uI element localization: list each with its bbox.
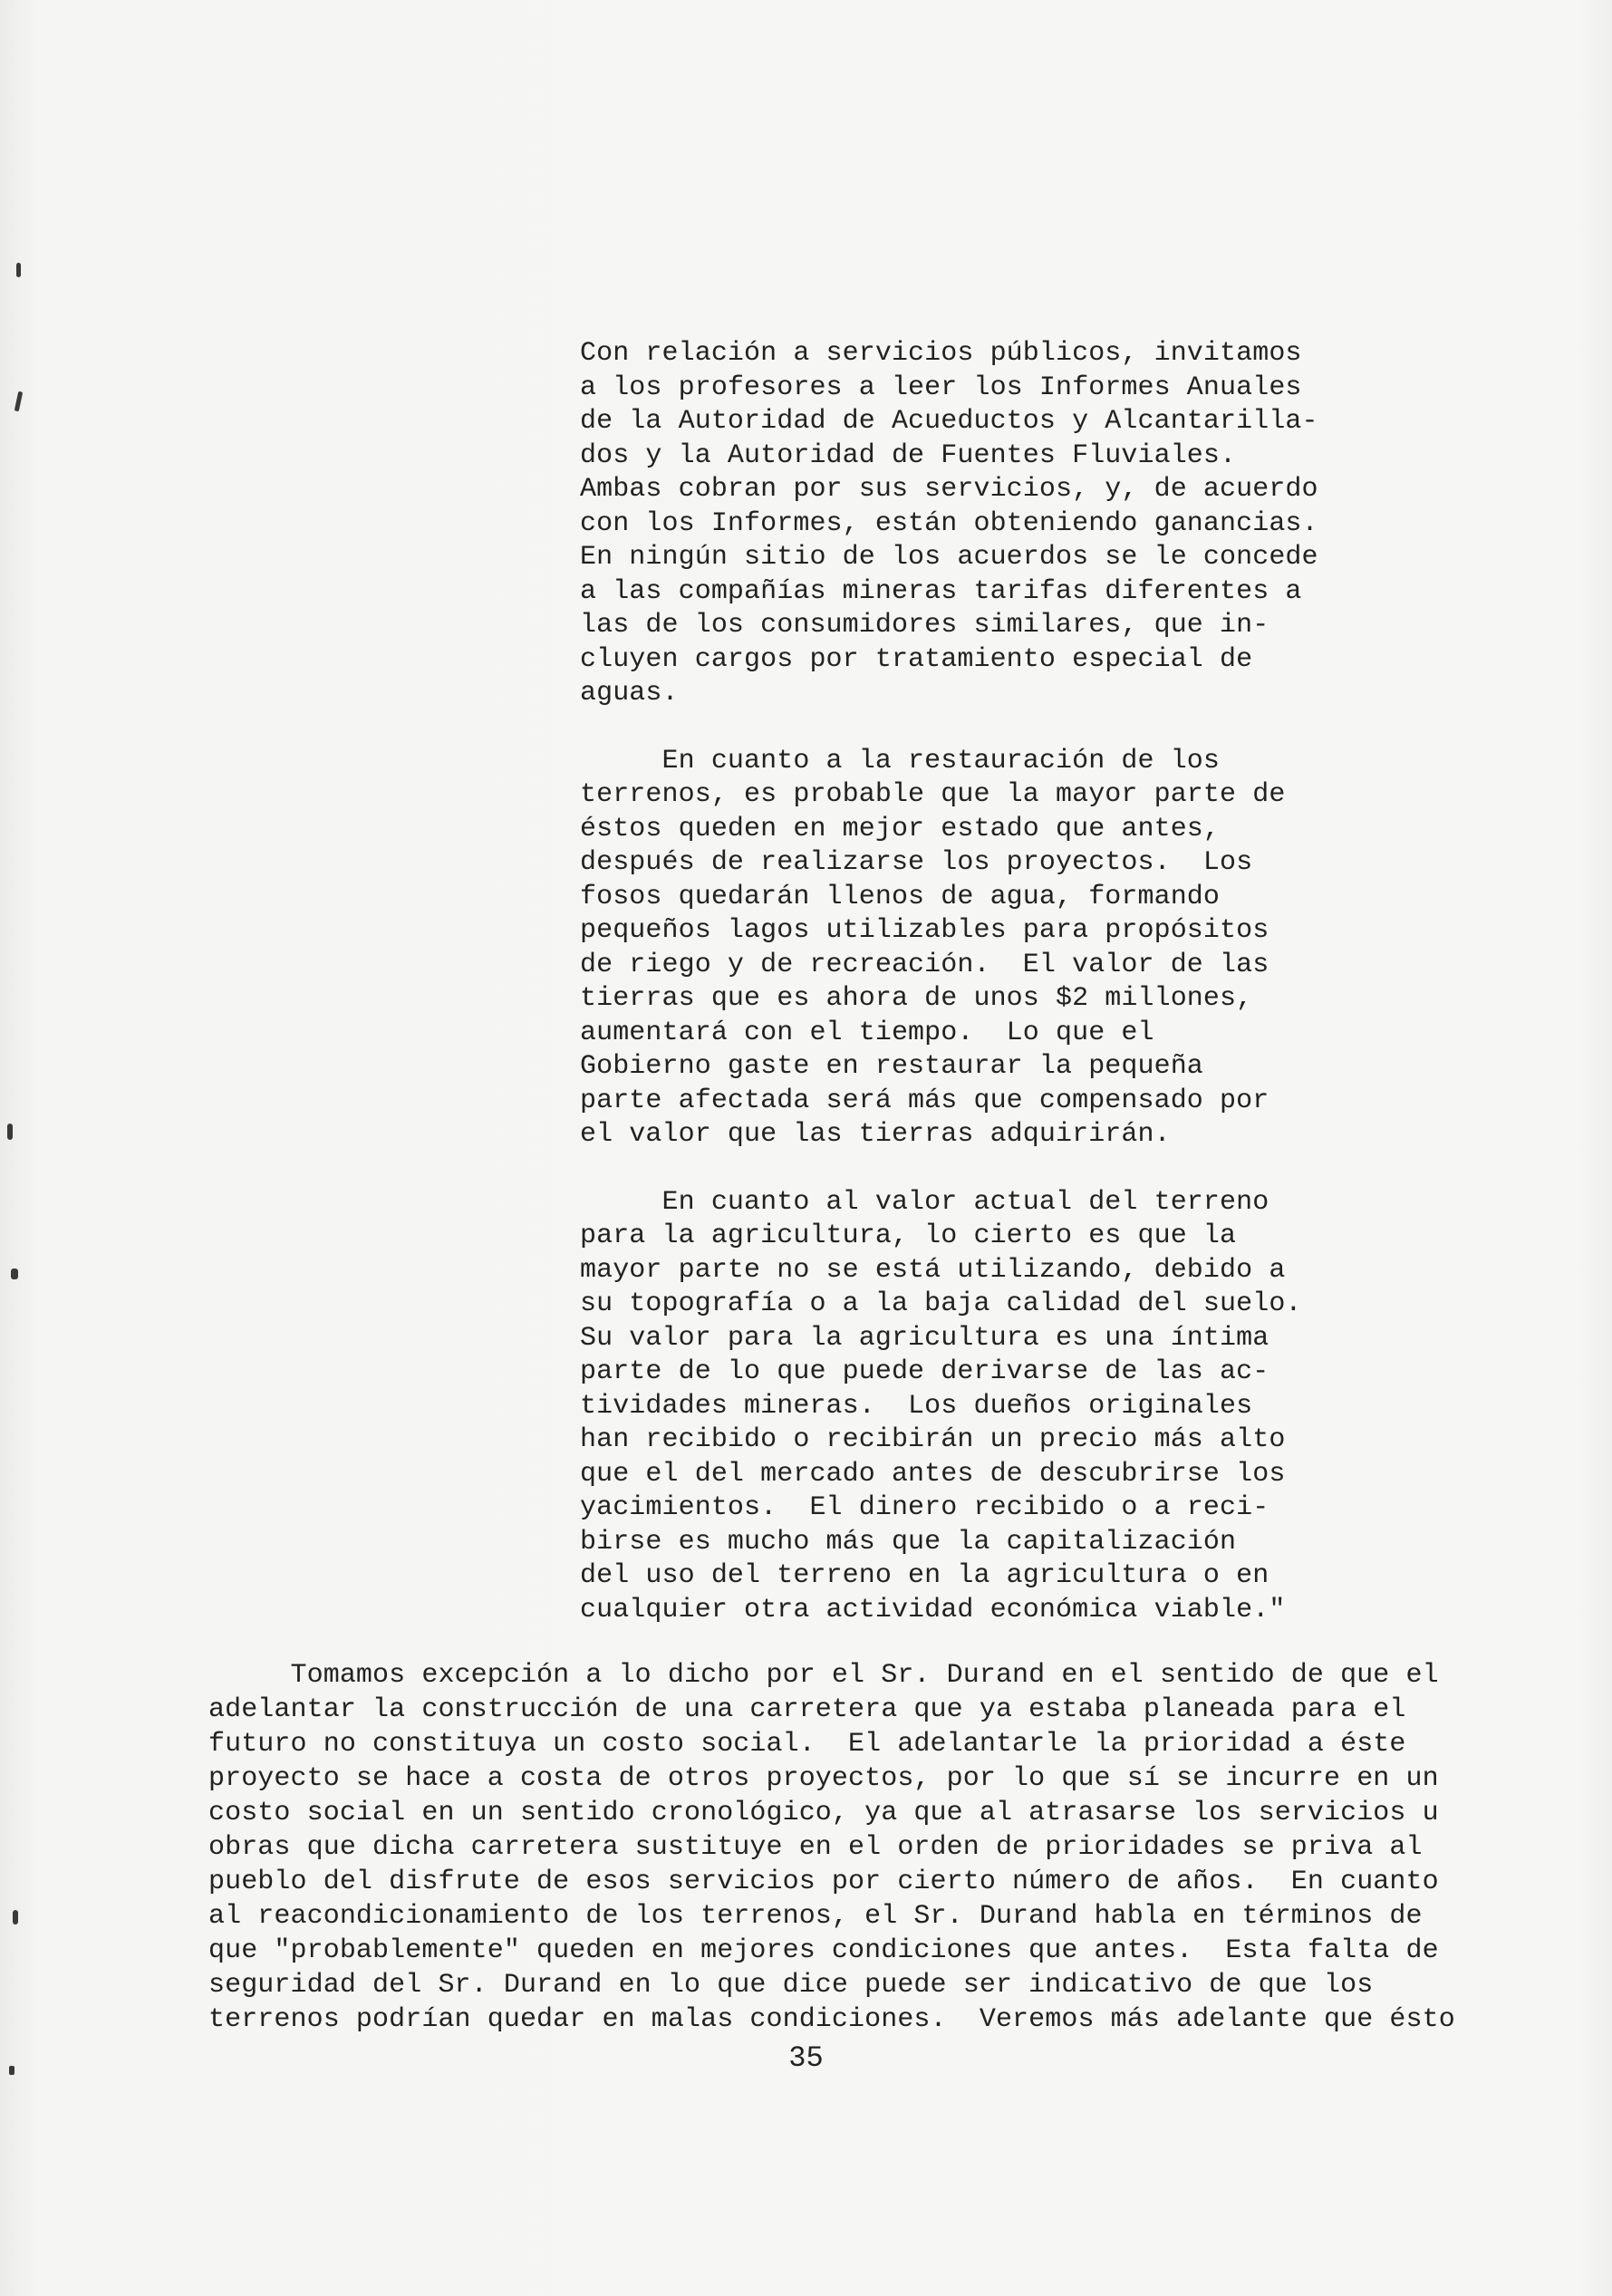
text-line: terrenos podrían quedar en malas condiciones. Veremos más adelante que ésto bbox=[208, 2004, 1455, 2035]
text-line: Con relación a servicios públicos, invitamos bbox=[580, 338, 1302, 369]
text-line: a los profesores a leer los Informes Anuales bbox=[580, 371, 1302, 403]
text-line: Gobierno gaste en restaurar la pequeña bbox=[580, 1051, 1203, 1082]
text-line: con los Informes, están obteniendo ganancias. bbox=[580, 507, 1318, 539]
text-line: el valor que las tierras adquirirán. bbox=[580, 1119, 1171, 1150]
text-line: yacimientos. El dinero recibido o a reci- bbox=[580, 1492, 1269, 1523]
text-line: Ambas cobran por sus servicios, y, de acuerdo bbox=[580, 474, 1318, 505]
text-line: birse es mucho más que la capitalización bbox=[580, 1526, 1237, 1558]
text-line: éstos queden en mejor estado que antes, bbox=[580, 813, 1221, 844]
text-line: En cuanto al valor actual del terreno bbox=[580, 1186, 1269, 1218]
body-paragraph bbox=[208, 1658, 1495, 2037]
text-line: cualquier otra actividad económica viable." bbox=[580, 1594, 1286, 1626]
page-number: 35 bbox=[788, 2041, 824, 2075]
text-line: de la Autoridad de Acueductos y Alcantarilla- bbox=[580, 406, 1318, 437]
text-line: proyecto se hace a costa de otros proyectos, por lo que sí se incurre en un bbox=[208, 1763, 1439, 1794]
text-line: parte afectada será más que compensado por bbox=[580, 1085, 1269, 1116]
text-line: terrenos, es probable que la mayor parte de bbox=[580, 779, 1286, 810]
margin-ink-mark bbox=[11, 1269, 18, 1279]
text-line: tividades mineras. Los dueños originales bbox=[580, 1390, 1253, 1422]
text-line: futuro no constituya un costo social. El adelantarle la prioridad a éste bbox=[208, 1729, 1406, 1760]
text-line: después de realizarse los proyectos. Los bbox=[580, 847, 1253, 878]
text-line: dos y la Autoridad de Fuentes Fluviales. bbox=[580, 439, 1237, 471]
text-line: que "probablemente" queden en mejores condiciones que antes. Esta falta de bbox=[208, 1935, 1439, 1966]
text-line: aguas. bbox=[580, 678, 679, 709]
text-line: cluyen cargos por tratamiento especial de bbox=[580, 643, 1253, 675]
text-line: al reacondicionamiento de los terrenos, el Sr. Durand habla en términos de bbox=[208, 1901, 1423, 1932]
text-line: del uso del terreno en la agricultura o en bbox=[580, 1560, 1269, 1591]
text-line: pueblo del disfrute de esos servicios por cierto número de años. En cuanto bbox=[208, 1867, 1439, 1897]
quoted-text-block bbox=[580, 337, 1377, 1627]
text-line: para la agricultura, lo cierto es que la bbox=[580, 1220, 1237, 1251]
text-line: han recibido o recibirán un precio más alto bbox=[580, 1424, 1286, 1455]
text-line: aumentará con el tiempo. Lo que el bbox=[580, 1017, 1154, 1048]
text-line: En ningún sitio de los acuerdos se le concede bbox=[580, 542, 1318, 573]
text-line: tierras que es ahora de unos $2 millones, bbox=[580, 983, 1253, 1014]
margin-ink-mark bbox=[7, 1124, 13, 1140]
text-line: adelantar la construcción de una carretera que ya estaba planeada para el bbox=[208, 1694, 1406, 1725]
quote-paragraph bbox=[580, 337, 1377, 711]
text-line: a las compañías mineras tarifas diferentes a bbox=[580, 575, 1302, 607]
text-line: obras que dicha carretera sustituye en el orden de prioridades se priva al bbox=[208, 1832, 1423, 1863]
text-line: costo social en un sentido cronológico, ya que al atrasarse los servicios u bbox=[208, 1798, 1439, 1828]
text-line: pequeños lagos utilizables para propósitos bbox=[580, 915, 1269, 946]
text-line: seguridad del Sr. Durand en lo que dice puede ser indicativo de que los bbox=[208, 1970, 1374, 2001]
quote-paragraph bbox=[580, 745, 1377, 1153]
text-line: de riego y de recreación. El valor de las bbox=[580, 949, 1269, 980]
margin-ink-mark bbox=[13, 1910, 18, 1925]
text-line: parte de lo que puede derivarse de las ac- bbox=[580, 1356, 1269, 1387]
quote-paragraph bbox=[580, 1186, 1377, 1628]
margin-ink-mark bbox=[16, 263, 21, 277]
text-line: Su valor para la agricultura es una íntima bbox=[580, 1322, 1269, 1354]
text-line: Tomamos excepción a lo dicho por el Sr. Durand en el sentido de que el bbox=[208, 1660, 1439, 1691]
margin-ink-mark bbox=[14, 391, 23, 412]
text-line: En cuanto a la restauración de los bbox=[580, 745, 1221, 777]
text-line: fosos quedarán llenos de agua, formando bbox=[580, 881, 1221, 912]
text-line: mayor parte no se está utilizando, debido a bbox=[580, 1254, 1286, 1286]
text-line: las de los consumidores similares, que in- bbox=[580, 610, 1269, 641]
text-line: su topografía o a la baja calidad del suelo. bbox=[580, 1288, 1302, 1319]
text-line: que el del mercado antes de descubrirse los bbox=[580, 1458, 1286, 1490]
